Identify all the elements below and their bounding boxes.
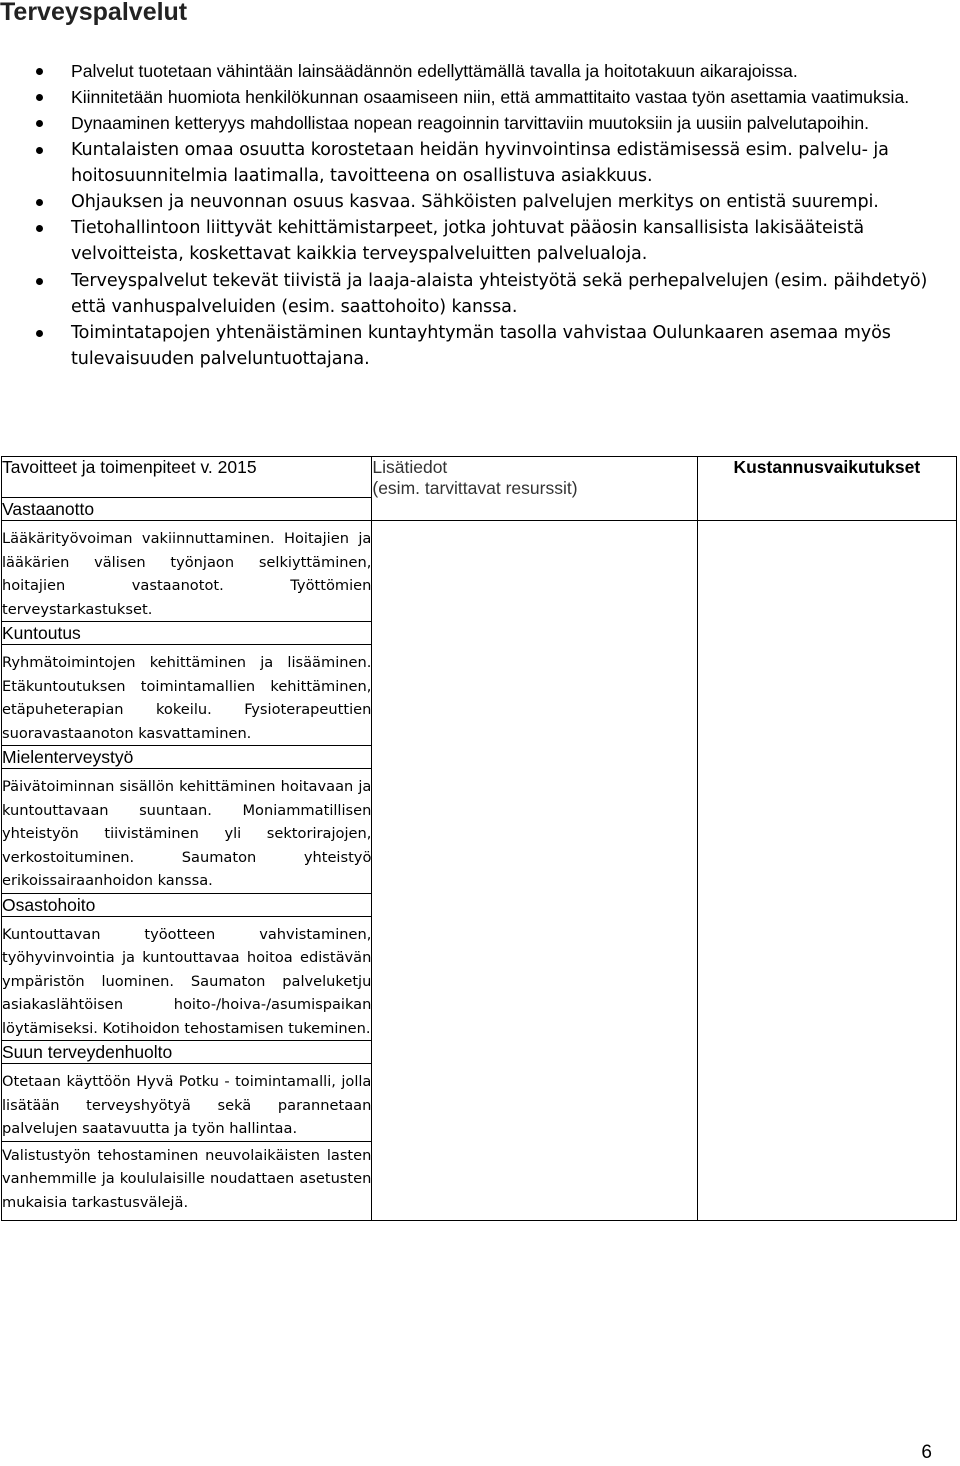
section-title: Suun terveydenhuolto xyxy=(2,1041,372,1064)
bullet-icon xyxy=(36,278,43,285)
list-item: Kuntalaisten omaa osuutta korostetaan heidän hyvinvointinsa edistämisessä esim. palvelu- ja hoitosuunnitelmia laatimalla, tavoitteena on osallistuva asiakkuus. xyxy=(36,137,936,189)
list-item: Toimintatapojen yhtenäistäminen kuntayhtymän tasolla vahvistaa Oulunkaaren asemaa myös tulevaisuuden palveluntuottajana. xyxy=(36,320,936,372)
section-title: Osastohoito xyxy=(2,893,372,916)
section-text: Lääkärityövoiman vakiinnuttaminen. Hoitajien ja lääkärien välisen työnjaon selkiyttäminen, hoitajien vastaanotot. Työttömien terveystarkastukset. xyxy=(2,521,372,622)
list-item: Ohjauksen ja neuvonnan osuus kasvaa. Sähköisten palvelujen merkitys on entistä suurempi. xyxy=(36,189,936,215)
header-info xyxy=(372,457,697,521)
page-title: Terveyspalvelut xyxy=(0,0,188,26)
bullet-icon xyxy=(36,330,43,337)
header-info-line2: (esim. tarvittavat resurssit) xyxy=(372,478,578,498)
list-item: Dynaaminen ketteryys mahdollistaa nopean reagoinnin tarvittaviin muutoksiin ja uusiin palvelutapoihin. xyxy=(36,110,936,136)
bullet-icon xyxy=(36,199,43,206)
section-text: Päivätoiminnan sisällön kehittäminen hoitavaan ja kuntouttavaan suuntaan. Moniammatillisen yhteistyön tiivistäminen yli sektorirajojen, verkostoituminen. Saumaton yhteistyö erikoissairaanhoidon kanssa. xyxy=(2,769,372,894)
bullet-icon xyxy=(36,147,43,154)
header-info-line1: Lisätiedot xyxy=(372,457,448,477)
header-costs: Kustannusvaikutukset xyxy=(697,457,956,521)
section-text: Valistustyön tehostaminen neuvolaikäisten lasten vanhemmille ja koululaisille noudattaen asetusten mukaisia tarkastusvälejä. xyxy=(2,1141,372,1221)
section-title: Vastaanotto xyxy=(2,498,372,521)
info-cell xyxy=(372,521,697,1221)
list-item: Kiinnitetään huomiota henkilökunnan osaamiseen niin, että ammattitaito vastaa työn asettamia vaatimuksia. xyxy=(36,84,936,110)
goals-table xyxy=(1,456,957,1221)
list-item: Tietohallintoon liittyvät kehittämistarpeet, jotka johtuvat pääosin kansallisista lakisääteistä velvoitteista, koskettavat kaikkia terveyspalveluitten palvelualoja. xyxy=(36,215,936,267)
section-text: Kuntouttavan työotteen vahvistaminen, työhyvinvointia ja kuntouttavaa hoitoa edistävän ympäristön luominen. Saumaton palveluketju asiakaslähtöisen hoito-/hoiva-/asumispaikan löytämiseksi. Kotihoidon tehostamisen tukeminen. xyxy=(2,916,372,1041)
section-text: Ryhmätoimintojen kehittäminen ja lisääminen. Etäkuntoutuksen toimintamallien kehittäminen, etäpuheterapian kokeilu. Fysioterapeuttien suoravastaanoton kasvattaminen. xyxy=(2,645,372,746)
bullet-list xyxy=(36,58,936,372)
list-item: Palvelut tuotetaan vähintään lainsäädännön edellyttämällä tavalla ja hoitotakuun aikarajoissa. xyxy=(36,58,936,84)
bullet-icon xyxy=(36,94,43,101)
header-goals: Tavoitteet ja toimenpiteet v. 2015 xyxy=(2,457,372,498)
list-item: Terveyspalvelut tekevät tiivistä ja laaja-alaista yhteistyötä sekä perhepalvelujen (esim. päihdetyö) että vanhuspalveluiden (esim. saattohoito) kanssa. xyxy=(36,268,936,320)
bullet-icon xyxy=(36,225,43,232)
page-number: 6 xyxy=(921,1442,932,1463)
section-title: Kuntoutus xyxy=(2,622,372,645)
section-text: Otetaan käyttöön Hyvä Potku - toimintamalli, jolla lisätään terveyshyötyä sekä parannetaan palvelujen saatavuutta ja työn hallintaa. xyxy=(2,1064,372,1142)
bullet-icon xyxy=(36,68,43,75)
section-title: Mielenterveystyö xyxy=(2,746,372,769)
costs-cell xyxy=(697,521,956,1221)
bullet-icon xyxy=(36,120,43,127)
